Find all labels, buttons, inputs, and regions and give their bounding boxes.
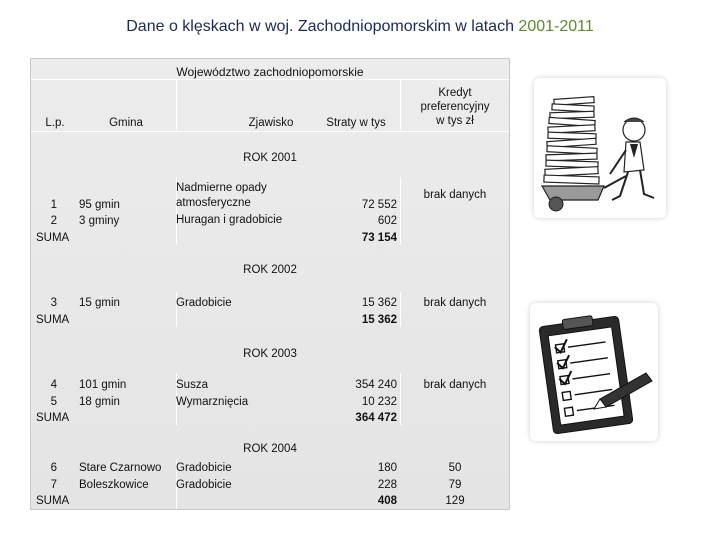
region-header: Województwo zachodniopomorskie <box>176 65 364 79</box>
row-gmina: 15 gmin <box>79 297 120 309</box>
col-header-lp: L.p. <box>45 117 65 129</box>
row-straty: 602 <box>377 215 397 227</box>
clipboard-checklist-icon <box>530 303 658 441</box>
year-label: ROK 2004 <box>243 443 297 455</box>
row-lp: 5 <box>50 396 57 408</box>
suma-label: SUMA <box>36 232 70 244</box>
col-header-kredyt-line: w tys zł <box>436 115 474 127</box>
row-kredyt: brak danych <box>423 379 487 391</box>
row-straty: 228 <box>377 479 397 491</box>
row-zjawisko: Gradobicie <box>176 297 232 309</box>
row-lp: 1 <box>50 199 57 211</box>
suma-kredyt: 129 <box>445 495 465 507</box>
row-zjawisko: atmosferyczne <box>176 197 251 209</box>
col-header-kredyt <box>401 86 509 128</box>
suma-straty: 15 362 <box>361 314 397 326</box>
suma-straty: 408 <box>377 495 397 507</box>
row-zjawisko: Wymarznięcia <box>176 396 249 408</box>
year-label: ROK 2003 <box>243 348 297 360</box>
suma-straty: 73 154 <box>361 232 397 244</box>
row-zjawisko: Gradobicie <box>176 462 232 474</box>
row-kredyt: 50 <box>448 462 462 474</box>
suma-label: SUMA <box>36 412 70 424</box>
page-title <box>0 18 720 36</box>
disaster-table <box>30 58 510 510</box>
row-straty: 180 <box>377 462 397 474</box>
row-lp: 2 <box>50 215 57 227</box>
row-gmina: 101 gmin <box>79 379 127 391</box>
col-header-zjawisko: Zjawisko <box>248 117 294 129</box>
row-kredyt: 79 <box>448 479 462 491</box>
row-lp: 6 <box>50 462 57 474</box>
title-years: 2001-2011 <box>518 18 594 35</box>
row-lp: 3 <box>50 297 57 309</box>
row-zjawisko: Huragan i gradobicie <box>176 214 283 226</box>
paper-stack-wheelbarrow-icon <box>534 78 666 218</box>
row-zjawisko: Gradobicie <box>176 479 232 491</box>
clipboard-checklist-icon <box>530 303 658 441</box>
row-lp: 7 <box>50 479 57 491</box>
row-straty: 354 240 <box>355 379 397 391</box>
row-zjawisko: Susza <box>176 379 208 391</box>
title-text: Dane o klęskach w woj. Zachodniopomorskim w latach <box>126 18 519 35</box>
divider <box>176 80 177 130</box>
suma-straty: 364 472 <box>355 412 397 424</box>
suma-label: SUMA <box>36 314 70 326</box>
row-kredyt: brak danych <box>423 189 487 201</box>
row-straty: 15 362 <box>361 297 397 309</box>
row-gmina: 18 gmin <box>79 396 120 408</box>
row-straty: 10 232 <box>361 396 397 408</box>
divider <box>400 177 401 245</box>
col-header-gmina: Gmina <box>109 117 143 129</box>
row-gmina: 3 gminy <box>79 215 120 227</box>
divider <box>31 79 509 80</box>
year-label: ROK 2002 <box>243 264 297 276</box>
year-label: ROK 2001 <box>243 152 297 164</box>
row-gmina: Stare Czarnowo <box>79 462 162 474</box>
row-gmina: 95 gmin <box>79 199 120 211</box>
suma-label: SUMA <box>36 495 70 507</box>
row-gmina: Boleszkowice <box>79 479 149 491</box>
col-header-kredyt-line: Kredyt <box>438 87 472 99</box>
row-zjawisko: Nadmierne opady <box>176 182 267 194</box>
divider <box>31 131 509 132</box>
row-straty: 72 552 <box>361 199 397 211</box>
col-header-straty: Straty w tys <box>326 117 386 129</box>
row-kredyt: brak danych <box>423 297 487 309</box>
col-header-kredyt-line: preferencyjny <box>420 101 490 113</box>
row-lp: 4 <box>50 379 57 391</box>
paper-stack-wheelbarrow-icon <box>534 78 666 218</box>
